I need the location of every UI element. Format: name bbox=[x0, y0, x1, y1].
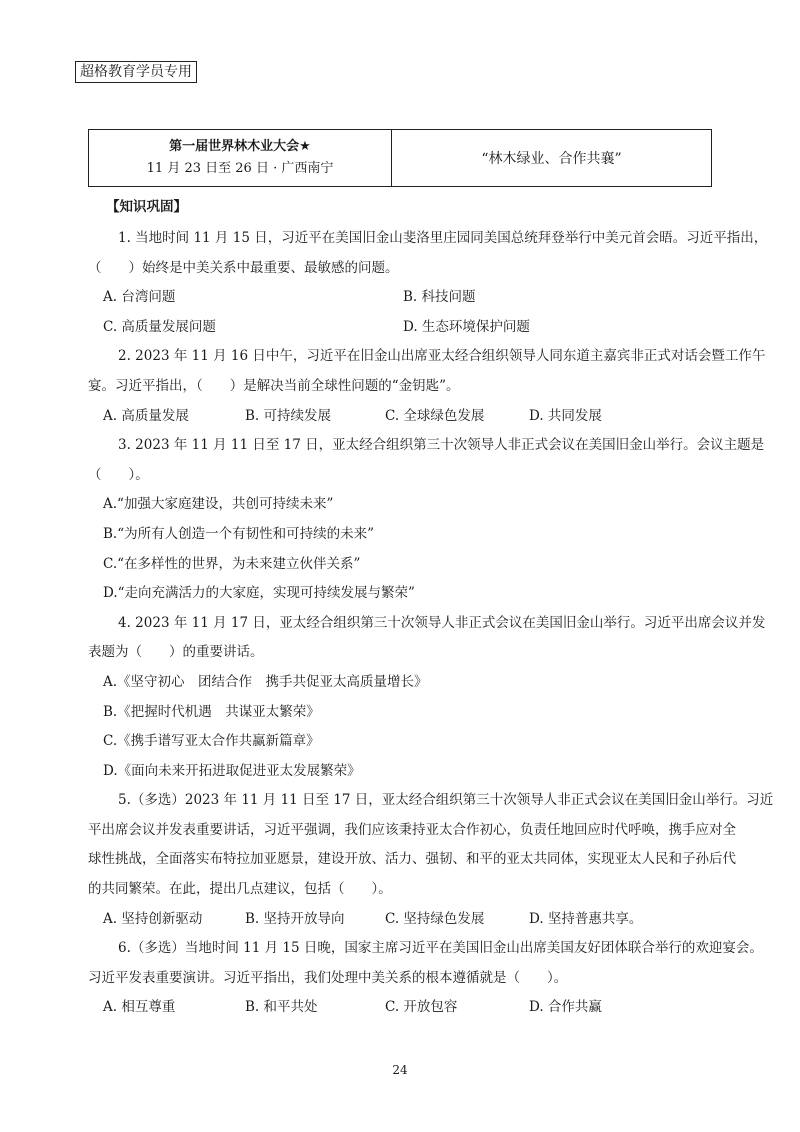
option: D.《面向未来开拓进取促进亚太发展繁荣》 bbox=[103, 762, 361, 779]
option: C. 全球绿色发展 bbox=[385, 407, 485, 424]
question-line: 2. 2023 年 11 月 16 日中午，习近平在旧金山出席亚太经合组织领导人同东道主嘉宾非正式对话会暨工作午 bbox=[118, 348, 766, 365]
option: B. 可持续发展 bbox=[245, 407, 332, 424]
option: B.《把握时代机遇 共谋亚太繁荣》 bbox=[103, 703, 320, 720]
event-name: 第一届世界林木业大会★ bbox=[169, 139, 311, 154]
option: B. 坚持开放导向 bbox=[245, 910, 345, 927]
option: B. 和平共处 bbox=[245, 999, 318, 1016]
option: D. 合作共赢 bbox=[529, 999, 602, 1016]
question-line: 宴。习近平指出，（ ）是解决当前全球性问题的“金钥匙”。 bbox=[88, 377, 460, 394]
question-2 bbox=[88, 342, 766, 431]
page-number: 24 bbox=[392, 1063, 408, 1077]
question-3 bbox=[88, 431, 765, 609]
question-line: 平出席会议并发表重要讲话，习近平强调，我们应该秉持亚太合作初心，负责任地回应时代呼唤，携手应对全 bbox=[88, 821, 736, 838]
question-line: 球性挑战，全面落实布特拉加亚愿景，建设开放、活力、强韧、和平的亚太共同体，实现亚太人民和子孙后代 bbox=[88, 851, 736, 868]
question-line: 3. 2023 年 11 月 11 日至 17 日，亚太经合组织第三十次领导人非正式会议在美国旧金山举行。会议主题是 bbox=[118, 437, 765, 454]
question-list bbox=[88, 196, 774, 1023]
option: C. 坚持绿色发展 bbox=[385, 910, 485, 927]
question-line: 习近平发表重要演讲。习近平指出，我们处理中美关系的根本遵循就是（ ）。 bbox=[88, 969, 568, 986]
option: D.“走向充满活力的大家庭，实现可持续发展与繁荣” bbox=[103, 585, 415, 602]
option: A.“加强大家庭建设，共创可持续未来” bbox=[103, 496, 334, 513]
question-1 bbox=[88, 224, 768, 342]
question-line: 的共同繁荣。在此，提出几点建议，包括（ ）。 bbox=[88, 881, 392, 898]
question-line: （ ）。 bbox=[88, 466, 149, 483]
header-tag: 超格教育学员专用 bbox=[75, 61, 197, 83]
options-row bbox=[88, 993, 712, 1023]
option: D. 生态环境保护问题 bbox=[403, 318, 530, 335]
options-row bbox=[88, 313, 712, 343]
question-4 bbox=[88, 609, 766, 787]
event-slogan-cell bbox=[392, 130, 711, 186]
option: C. 高质量发展问题 bbox=[103, 318, 216, 335]
option: A. 高质量发展 bbox=[103, 407, 189, 424]
event-info-box bbox=[88, 129, 712, 187]
option: D. 共同发展 bbox=[529, 407, 602, 424]
question-line: （ ）始终是中美关系中最重要、最敏感的问题。 bbox=[88, 259, 399, 276]
question-line: 6.（多选）当地时间 11 月 15 日晚，国家主席习近平在美国旧金山出席美国友好团体联合举行的欢迎宴会。 bbox=[118, 940, 763, 957]
question-line: 表题为（ ）的重要讲话。 bbox=[88, 644, 264, 661]
options-row bbox=[88, 283, 712, 313]
option: A. 坚持创新驱动 bbox=[103, 910, 203, 927]
event-slogan: “林木绿业、合作共襄” bbox=[481, 151, 622, 167]
section-title: 【知识巩固】 bbox=[106, 199, 187, 215]
question-line: 5.（多选）2023 年 11 月 11 日至 17 日，亚太经合组织第三十次领导人非正式会议在美国旧金山举行。习近 bbox=[118, 792, 774, 809]
option: C.《携手谱写亚太合作共赢新篇章》 bbox=[103, 733, 320, 750]
event-left-cell bbox=[89, 130, 392, 186]
option: A.《坚守初心 团结合作 携手共促亚太高质量增长》 bbox=[103, 673, 428, 690]
options-row bbox=[88, 402, 712, 432]
question-5 bbox=[88, 786, 774, 934]
options-row bbox=[88, 905, 712, 935]
option: C. 开放包容 bbox=[385, 999, 458, 1016]
question-line: 4. 2023 年 11 月 17 日，亚太经合组织第三十次领导人非正式会议在美国旧金山举行。习近平出席会议并发 bbox=[118, 614, 766, 631]
option: A. 台湾问题 bbox=[103, 289, 176, 306]
option: C.“在多样性的世界，为未来建立伙伴关系” bbox=[103, 555, 361, 572]
option: B.“为所有人创造一个有韧性和可持续的未来” bbox=[103, 525, 375, 542]
option: A. 相互尊重 bbox=[103, 999, 176, 1016]
option: B. 科技问题 bbox=[403, 289, 476, 306]
question-6 bbox=[88, 934, 763, 1023]
option: D. 坚持普惠共享。 bbox=[529, 910, 643, 927]
event-date-location: 11 月 23 日至 26 日 · 广西南宁 bbox=[146, 161, 334, 176]
question-line: 1. 当地时间 11 月 15 日，习近平在美国旧金山斐洛里庄园同美国总统拜登举行中美元首会晤。习近平指出， bbox=[118, 230, 768, 246]
